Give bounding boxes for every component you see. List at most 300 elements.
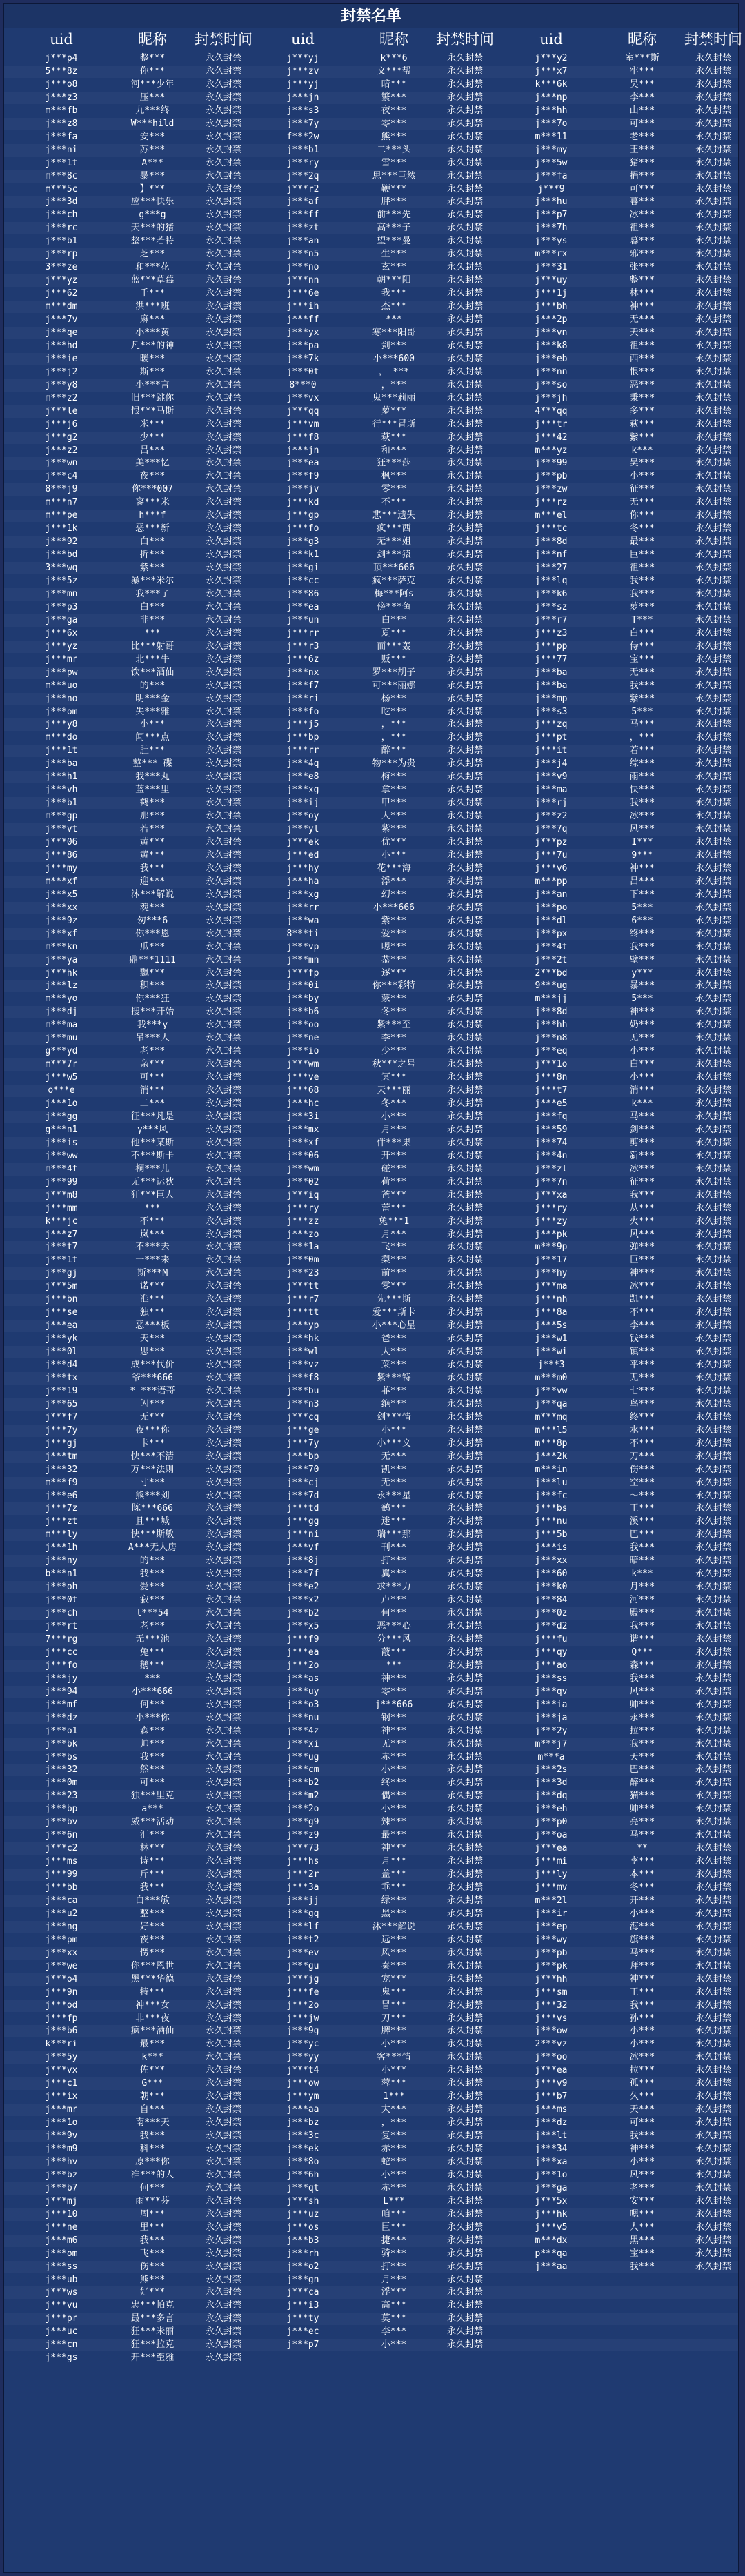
- nickname-cell: 蓝***草莓: [130, 275, 175, 286]
- ban-time-cell: 永久封禁: [446, 1960, 483, 1971]
- ban-time-cell: 永久封禁: [205, 197, 241, 208]
- nickname-cell: 凯***: [381, 1464, 407, 1475]
- ban-time-cell: 永久封禁: [205, 275, 241, 286]
- nickname-cell: 王***: [629, 1503, 655, 1514]
- table-row: [4, 1425, 738, 1437]
- ban-time-cell: 永久封禁: [695, 1569, 731, 1580]
- nickname-cell: 翼***: [381, 1569, 407, 1580]
- nickname-cell: 奶***: [629, 1020, 655, 1031]
- ban-time-cell: 永久封禁: [205, 157, 241, 168]
- nickname-cell: 鬼***: [381, 1986, 407, 1998]
- nickname-cell: 优***: [381, 837, 407, 847]
- table-row: [4, 1986, 738, 1999]
- nickname-cell: 不***: [629, 1438, 655, 1449]
- ban-time-cell: 永久封禁: [205, 2091, 241, 2102]
- table-row: [4, 183, 738, 196]
- ban-time-cell: 永久封禁: [446, 2287, 483, 2298]
- nickname-cell: 王***: [629, 144, 655, 155]
- uid-cell: j***0l: [45, 1347, 78, 1358]
- uid-cell: j***jn: [286, 445, 319, 456]
- nickname-cell: 你***: [139, 66, 166, 77]
- nickname-cell: 小***: [629, 2156, 655, 2167]
- nickname-cell: 萝***: [629, 601, 655, 612]
- uid-cell: j***ys: [535, 236, 568, 247]
- nickname-cell: 可***: [629, 2117, 655, 2129]
- ban-time-cell: 永久封禁: [205, 1320, 241, 1331]
- uid-cell: j***pk: [535, 1960, 568, 1971]
- ban-time-cell: 永久封禁: [695, 131, 731, 142]
- uid-cell: j***2p: [535, 314, 568, 325]
- nickname-cell: 失***雅: [135, 706, 170, 717]
- ban-time-cell: 永久封禁: [205, 837, 241, 847]
- table-row: [4, 1385, 738, 1398]
- ban-time-cell: 永久封禁: [446, 732, 483, 743]
- nickname-cell: 小***666: [373, 902, 415, 913]
- nickname-cell: 恨***: [629, 366, 655, 377]
- ban-time-cell: 永久封禁: [446, 785, 483, 796]
- table-row: [4, 1150, 738, 1163]
- ban-time-cell: 永久封禁: [446, 1647, 483, 1658]
- nickname-cell: 马***: [629, 1111, 655, 1122]
- nickname-cell: 闪***: [139, 1398, 166, 1409]
- uid-cell: j***bs: [535, 1503, 568, 1514]
- ban-time-cell: 永久封禁: [205, 1712, 241, 1723]
- ban-time-cell: 永久封禁: [446, 2326, 483, 2337]
- nickname-cell: 望***曼: [377, 236, 411, 247]
- nickname-cell: 大***: [381, 1347, 407, 1358]
- ban-time-cell: 永久封禁: [205, 497, 241, 508]
- table-row: [4, 1438, 738, 1450]
- nickname-cell: 非***夜: [135, 2013, 170, 2024]
- table-row: [4, 1006, 738, 1018]
- nickname-cell: 萩***: [381, 432, 407, 443]
- nickname-cell: 冰***: [629, 2052, 655, 2063]
- nickname-cell: 寒***阳哥: [372, 327, 416, 338]
- nickname-cell: 马***: [629, 719, 655, 730]
- nickname-cell: 梅***阿s: [374, 588, 414, 599]
- uid-cell: j***hk: [45, 967, 78, 978]
- table-row: [4, 732, 738, 744]
- ban-time-cell: 永久封禁: [446, 1176, 483, 1187]
- nickname-cell: 神***: [629, 2144, 655, 2154]
- table-row: [4, 105, 738, 117]
- ban-time-cell: 永久封禁: [695, 170, 731, 181]
- table-row: [4, 523, 738, 535]
- uid-cell: j***dq: [535, 1791, 568, 1802]
- ban-time-cell: 永久封禁: [446, 1986, 483, 1998]
- nickname-cell: 佐***: [139, 2065, 166, 2076]
- ban-time-cell: 永久封禁: [205, 314, 241, 325]
- uid-cell: j***rr: [286, 902, 319, 913]
- table-row: [4, 1529, 738, 1541]
- ban-time-cell: 永久封禁: [446, 1398, 483, 1409]
- uid-cell: m***fb: [45, 105, 78, 116]
- uid-cell: m***f9: [45, 1477, 78, 1488]
- uid-cell: j***bp: [286, 1451, 319, 1462]
- nickname-cell: 安***: [139, 131, 166, 142]
- nickname-cell: 小***: [381, 2169, 407, 2180]
- nickname-cell: 黑***: [629, 2235, 655, 2246]
- ban-time-cell: 永久封禁: [695, 2144, 731, 2154]
- ban-time-cell: 永久封禁: [205, 772, 241, 783]
- ban-time-cell: 永久封禁: [695, 1712, 731, 1723]
- nickname-cell: 暗***: [381, 79, 407, 90]
- nickname-cell: 菲***: [381, 1385, 407, 1396]
- table-row: [4, 2313, 738, 2325]
- ban-time-cell: 永久封禁: [205, 706, 241, 717]
- uid-cell: m***a: [537, 1751, 565, 1762]
- nickname-cell: 消***: [139, 1085, 166, 1096]
- table-row: [4, 157, 738, 170]
- uid-cell: j***31: [535, 262, 568, 273]
- uid-cell: j***vt: [45, 824, 78, 835]
- nickname-cell: 客***情: [377, 2052, 411, 2063]
- ban-time-cell: 永久封禁: [205, 1699, 241, 1710]
- table-row: [4, 1398, 738, 1411]
- ban-time-cell: 永久封禁: [446, 2013, 483, 2024]
- ban-time-cell: 永久封禁: [695, 588, 731, 599]
- nickname-cell: 你***恩: [135, 928, 170, 939]
- uid-cell: m***yo: [45, 994, 78, 1005]
- nickname-cell: 林***: [629, 288, 655, 299]
- uid-cell: j***5m: [45, 1281, 78, 1292]
- uid-cell: j***sz: [535, 601, 568, 612]
- ban-time-cell: 永久封禁: [695, 2235, 731, 2246]
- nickname-cell: 亲***: [139, 1059, 166, 1070]
- nickname-cell: 你***007: [132, 484, 173, 495]
- ban-time-cell: 永久封禁: [205, 1307, 241, 1318]
- ban-time-cell: 永久封禁: [446, 1791, 483, 1802]
- uid-cell: j***ep: [535, 1921, 568, 1932]
- ban-time-cell: 永久封禁: [695, 614, 731, 625]
- ban-time-cell: 永久封禁: [695, 928, 731, 939]
- ban-time-cell: 永久封禁: [446, 1046, 483, 1057]
- nickname-cell: j***666: [375, 1699, 413, 1710]
- uid-cell: j***ri: [286, 693, 319, 704]
- nickname-cell: 无***: [629, 1033, 655, 1044]
- uid-cell: b***n1: [45, 1569, 78, 1580]
- nickname-cell: 少***: [381, 1046, 407, 1057]
- ban-time-cell: 永久封禁: [205, 1595, 241, 1606]
- nickname-cell: 折***: [139, 550, 166, 561]
- table-row: [4, 1058, 738, 1071]
- uid-cell: j***mn: [286, 954, 319, 965]
- uid-cell: j***ga: [45, 614, 78, 625]
- uid-cell: j***3c: [286, 2131, 319, 2142]
- ban-time-cell: 永久封禁: [446, 1778, 483, 1789]
- uid-cell: j***tt: [286, 1281, 319, 1292]
- uid-cell: j***7z: [45, 1503, 78, 1514]
- nickname-cell: 小***文: [377, 1438, 411, 1449]
- ban-time-cell: 永久封禁: [446, 1372, 483, 1383]
- ban-time-cell: 永久封禁: [695, 915, 731, 926]
- ban-time-cell: 永久封禁: [695, 1778, 731, 1789]
- uid-cell: j***b6: [286, 1007, 319, 1018]
- uid-cell: j***b7: [535, 2091, 568, 2102]
- nickname-cell: 张***: [629, 262, 655, 273]
- nickname-cell: G***: [141, 2078, 163, 2089]
- nickname-cell: 森***: [629, 1660, 655, 1671]
- uid-cell: j***fq: [535, 1111, 568, 1122]
- ban-time-cell: 永久封禁: [205, 1647, 241, 1658]
- uid-cell: g***n1: [45, 1124, 78, 1135]
- nickname-cell: ，***: [629, 732, 655, 743]
- ban-time-cell: 永久封禁: [205, 353, 241, 364]
- ban-time-cell: 永久封禁: [205, 849, 241, 861]
- nickname-cell: 帅***: [629, 1804, 655, 1815]
- ban-time-cell: 永久封禁: [695, 641, 731, 652]
- uid-cell: j***84: [535, 1595, 568, 1606]
- ban-time-cell: 永久封禁: [695, 2131, 731, 2142]
- nickname-cell: 白***: [139, 536, 166, 547]
- nickname-cell: 爱***斯卡: [372, 1307, 416, 1318]
- table-row: [4, 549, 738, 561]
- ban-time-cell: 永久封禁: [205, 824, 241, 835]
- nickname-cell: 斯***M: [137, 1268, 168, 1279]
- ban-time-cell: 永久封禁: [695, 667, 731, 678]
- uid-cell: j***wy: [535, 1934, 568, 1945]
- nickname-cell: 科***: [139, 2144, 166, 2154]
- nickname-cell: k***: [631, 1569, 653, 1580]
- ban-time-cell: 永久封禁: [446, 980, 483, 992]
- nickname-cell: 独***里克: [130, 1791, 175, 1802]
- table-row: [4, 222, 738, 234]
- nickname-cell: 萝***: [381, 405, 407, 416]
- uid-cell: j***pw: [45, 667, 78, 678]
- uid-cell: m***rx: [535, 249, 568, 260]
- ban-time-cell: 永久封禁: [205, 1817, 241, 1828]
- ban-time-cell: 永久封禁: [205, 1882, 241, 1893]
- ban-time-cell: 永久封禁: [205, 980, 241, 992]
- nickname-cell: 夜***你: [135, 1425, 170, 1436]
- uid-cell: j***3i: [286, 1111, 319, 1122]
- nickname-cell: 暗***: [629, 1556, 655, 1567]
- ban-time-cell: 永久封禁: [446, 1085, 483, 1096]
- ban-time-cell: 永久封禁: [446, 1751, 483, 1762]
- ban-time-cell: 永久封禁: [446, 353, 483, 364]
- table-row: [4, 2000, 738, 2012]
- ban-time-cell: 永久封禁: [446, 1947, 483, 1958]
- uid-cell: j***99: [535, 458, 568, 469]
- nickname-cell: 特***: [139, 1986, 166, 1998]
- nickname-cell: 甲***: [381, 798, 407, 809]
- ban-time-header: 封禁时间: [195, 31, 252, 48]
- uid-cell: j***hh: [535, 1973, 568, 1984]
- table-row: [4, 2326, 738, 2338]
- nickname-cell: 他***某斯: [130, 1137, 175, 1148]
- nickname-cell: 帅***: [139, 1738, 166, 1749]
- nickname-cell: 打***: [381, 1556, 407, 1567]
- nickname-cell: 周***: [139, 2208, 166, 2220]
- uid-cell: j***hd: [45, 340, 78, 351]
- nickname-cell: 刀***: [381, 2013, 407, 2024]
- nickname-cell: 悲***遗失: [372, 510, 416, 521]
- ban-time-cell: 永久封禁: [446, 1556, 483, 1567]
- nickname-cell: 小***600: [373, 353, 415, 364]
- uid-cell: m***4f: [45, 1163, 78, 1174]
- uid-cell: j***z7: [45, 1229, 78, 1240]
- uid-cell: j***6h: [286, 2169, 319, 2180]
- ban-time-cell: 永久封禁: [695, 1725, 731, 1736]
- table-row: [4, 1241, 738, 1254]
- nickname-cell: 我***: [139, 863, 166, 874]
- ban-time-cell: 永久封禁: [205, 563, 241, 574]
- ban-time-cell: 永久封禁: [695, 1046, 731, 1057]
- uid-header: uid: [539, 31, 563, 48]
- nickname-cell: 人***: [381, 811, 407, 822]
- ban-time-cell: 永久封禁: [695, 2000, 731, 2011]
- table-row: [4, 196, 738, 208]
- uid-cell: m***l5: [535, 1425, 568, 1436]
- uid-cell: j***hs: [286, 1856, 319, 1867]
- uid-cell: m***ma: [45, 1020, 78, 1031]
- nickname-cell: 小***言: [135, 379, 170, 390]
- ban-time-cell: 永久封禁: [695, 2169, 731, 2180]
- uid-cell: m***xf: [45, 876, 78, 887]
- ban-time-cell: 永久封禁: [205, 1608, 241, 1619]
- nickname-cell: 冥***: [381, 1072, 407, 1083]
- ban-time-cell: 永久封禁: [205, 2287, 241, 2298]
- table-row: [4, 1855, 738, 1868]
- nickname-cell: 祖***: [629, 563, 655, 574]
- nickname-cell: 暮***: [629, 236, 655, 247]
- ban-time-cell: 永久封禁: [695, 563, 731, 574]
- uid-cell: j***p7: [535, 210, 568, 221]
- nickname-cell: 久***: [629, 2091, 655, 2102]
- nickname-cell: 和***花: [135, 262, 170, 273]
- uid-cell: j***se: [45, 1307, 78, 1318]
- table-row: [4, 2117, 738, 2129]
- uid-cell: j***an: [286, 236, 319, 247]
- ban-time-cell: 永久封禁: [695, 2065, 731, 2076]
- ban-time-cell: 永久封禁: [446, 2156, 483, 2167]
- nickname-cell: 的***: [139, 1556, 166, 1567]
- ban-time-cell: 永久封禁: [446, 902, 483, 913]
- ban-time-cell: 永久封禁: [446, 1111, 483, 1122]
- uid-cell: 3***wq: [45, 563, 78, 574]
- nickname-cell: 无***池: [135, 1633, 170, 1644]
- uid-cell: j***gq: [286, 1908, 319, 1919]
- uid-cell: j***tx: [45, 1372, 78, 1383]
- uid-cell: j***7k: [286, 353, 319, 364]
- table-row: [4, 2235, 738, 2247]
- nickname-cell: 醉***: [381, 745, 407, 756]
- uid-cell: j***yz: [45, 641, 78, 652]
- ban-time-cell: 永久封禁: [205, 601, 241, 612]
- uid-cell: k***ri: [45, 2039, 78, 2050]
- nickname-cell: 嗯***: [629, 2208, 655, 2220]
- uid-cell: j***ba: [535, 680, 568, 691]
- uid-cell: j***zq: [535, 719, 568, 730]
- uid-cell: j***z2: [45, 445, 78, 456]
- uid-cell: j***m8: [45, 1189, 78, 1200]
- uid-cell: j***zw: [535, 484, 568, 495]
- ban-time-cell: 永久封禁: [446, 824, 483, 835]
- ban-time-cell: 永久封禁: [205, 1294, 241, 1305]
- nickname-cell: 迷***: [381, 1516, 407, 1527]
- nickname-cell: 紫***: [629, 432, 655, 443]
- ban-time-cell: 永久封禁: [446, 1621, 483, 1631]
- ban-time-header: 封禁时间: [684, 31, 742, 48]
- uid-cell: j***ea: [45, 1320, 78, 1331]
- uid-cell: j***o4: [45, 1973, 78, 1984]
- ban-time-cell: 永久封禁: [695, 1490, 731, 1501]
- nickname-cell: 辣***: [381, 1817, 407, 1828]
- uid-cell: j***ha: [286, 876, 319, 887]
- ban-time-cell: 永久封禁: [695, 627, 731, 638]
- uid-cell: j***ms: [535, 2104, 568, 2115]
- table-row: [4, 967, 738, 980]
- uid-cell: 2***vz: [535, 2039, 568, 2050]
- nickname-cell: 二***: [139, 1098, 166, 1109]
- uid-cell: j***1j: [535, 288, 568, 299]
- nickname-cell: 最***: [139, 2039, 166, 2050]
- nickname-cell: 雨***芬: [135, 2195, 170, 2206]
- uid-cell: j***2o: [286, 1660, 319, 1671]
- nickname-cell: 成***代价: [130, 1360, 175, 1370]
- ban-time-cell: 永久封禁: [695, 1111, 731, 1122]
- uid-cell: m***8c: [45, 170, 78, 181]
- uid-cell: j***fp: [286, 967, 319, 978]
- table-row: [4, 1176, 738, 1189]
- ban-time-cell: 永久封禁: [446, 1817, 483, 1828]
- uid-cell: j***0m: [45, 1778, 78, 1789]
- nickname-cell: 汇***: [139, 1830, 166, 1841]
- uid-cell: j***5x: [535, 2195, 568, 2206]
- uid-cell: p***qa: [535, 2248, 568, 2259]
- ban-time-cell: 永久封禁: [446, 2131, 483, 2142]
- ban-time-cell: 永久封禁: [446, 105, 483, 116]
- uid-cell: j***ny: [45, 1556, 78, 1567]
- uid-cell: j***ih: [286, 301, 319, 312]
- ban-time-cell: 永久封禁: [205, 1020, 241, 1031]
- nickname-cell: 飘***: [139, 967, 166, 978]
- uid-cell: j***70: [286, 1464, 319, 1475]
- ban-time-cell: 永久封禁: [695, 1608, 731, 1619]
- nickname-cell: 零***: [381, 1281, 407, 1292]
- ban-time-cell: 永久封禁: [446, 1098, 483, 1109]
- uid-cell: j***9z: [45, 915, 78, 926]
- uid-cell: j***8o: [286, 2156, 319, 2167]
- uid-cell: j***hk: [286, 1334, 319, 1345]
- nickname-cell: 求***力: [377, 1582, 411, 1593]
- uid-cell: j***fu: [535, 1633, 568, 1644]
- nickname-cell: 钢***: [381, 1712, 407, 1723]
- nickname-cell: 繁***: [381, 92, 407, 103]
- nickname-cell: 巨***: [381, 2222, 407, 2233]
- uid-cell: j***jn: [286, 92, 319, 103]
- ban-time-cell: 永久封禁: [446, 994, 483, 1005]
- uid-cell: j***bp: [286, 732, 319, 743]
- uid-cell: j***t7: [535, 1085, 568, 1096]
- nickname-cell: 可***: [629, 183, 655, 194]
- uid-cell: j***w5: [45, 1072, 78, 1083]
- uid-cell: j***6z: [286, 654, 319, 665]
- nickname-cell: 一***来: [135, 1255, 170, 1266]
- nickname-cell: 旗***: [629, 1934, 655, 1945]
- nickname-cell: 我***: [629, 1189, 655, 1200]
- ban-time-cell: 永久封禁: [205, 2104, 241, 2115]
- uid-cell: j***ba: [45, 758, 78, 769]
- ban-time-cell: 永久封禁: [695, 1621, 731, 1631]
- nickname-cell: 小***你: [135, 1712, 170, 1723]
- uid-cell: m***j7: [535, 1738, 568, 1749]
- ban-time-cell: 永久封禁: [446, 1320, 483, 1331]
- ban-time-cell: 永久封禁: [446, 288, 483, 299]
- table-row: [4, 392, 738, 405]
- ban-time-cell: 永久封禁: [695, 2195, 731, 2206]
- ban-time-cell: 永久封禁: [205, 445, 241, 456]
